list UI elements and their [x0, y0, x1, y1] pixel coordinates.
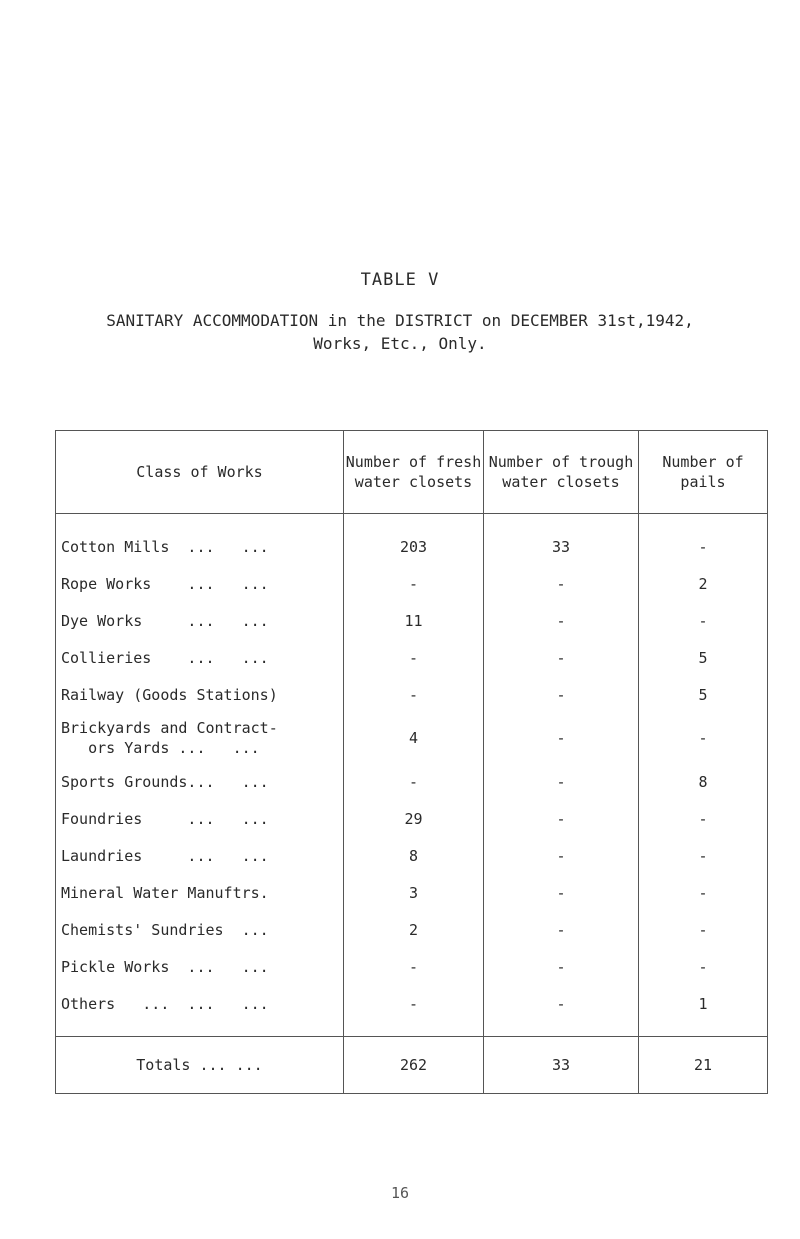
totals-fresh: 262 — [344, 1037, 484, 1094]
row-trough-water-closets: - — [484, 565, 639, 602]
table-row — [56, 713, 768, 763]
row-class-of-works: Sports Grounds... ... — [56, 763, 344, 800]
row-class-of-works: Mineral Water Manuftrs. — [56, 874, 344, 911]
row-pails: - — [639, 713, 768, 763]
totals-label: Totals ... ... — [56, 1037, 344, 1094]
row-trough-water-closets: - — [484, 763, 639, 800]
row-trough-water-closets: - — [484, 639, 639, 676]
row-fresh-water-closets: 11 — [344, 602, 484, 639]
row-fresh-water-closets: 4 — [344, 713, 484, 763]
row-pails: - — [639, 528, 768, 565]
table-subtitle — [0, 309, 800, 355]
row-class-of-works: Laundries ... ... — [56, 837, 344, 874]
table-row — [56, 985, 768, 1022]
row-pails: - — [639, 602, 768, 639]
subtitle-line-1: SANITARY ACCOMMODATION in the DISTRICT on DECEMBER 31st,1942, — [106, 311, 694, 330]
header-fresh-water-closets: Number of fresh water closets — [344, 431, 484, 514]
row-class-of-works: Dye Works ... ... — [56, 602, 344, 639]
row-class-of-works: Collieries ... ... — [56, 639, 344, 676]
table-row — [56, 837, 768, 874]
row-class-of-works: Others ... ... ... — [56, 985, 344, 1022]
table-row — [56, 676, 768, 713]
totals-pails: 21 — [639, 1037, 768, 1094]
table-row — [56, 874, 768, 911]
row-fresh-water-closets: - — [344, 639, 484, 676]
table-row — [56, 528, 768, 565]
row-trough-water-closets: - — [484, 874, 639, 911]
row-fresh-water-closets: - — [344, 763, 484, 800]
table-row — [56, 639, 768, 676]
table-title: TABLE V — [360, 270, 440, 290]
table-row — [56, 565, 768, 602]
row-pails: 5 — [639, 676, 768, 713]
works-table — [55, 430, 768, 1094]
row-pails: 8 — [639, 763, 768, 800]
row-pails: 1 — [639, 985, 768, 1022]
row-pails: - — [639, 874, 768, 911]
row-fresh-water-closets: 8 — [344, 837, 484, 874]
row-fresh-water-closets: 3 — [344, 874, 484, 911]
row-class-of-works: Cotton Mills ... ... — [56, 528, 344, 565]
row-trough-water-closets: - — [484, 985, 639, 1022]
row-trough-water-closets: - — [484, 948, 639, 985]
row-pails: - — [639, 911, 768, 948]
table-row — [56, 763, 768, 800]
row-class-of-works: Rope Works ... ... — [56, 565, 344, 602]
row-trough-water-closets: - — [484, 602, 639, 639]
header-row — [56, 431, 768, 514]
row-fresh-water-closets: 203 — [344, 528, 484, 565]
row-fresh-water-closets: - — [344, 676, 484, 713]
row-class-of-works: Chemists' Sundries ... — [56, 911, 344, 948]
row-pails: - — [639, 837, 768, 874]
row-fresh-water-closets: 29 — [344, 800, 484, 837]
header-pails: Number of pails — [639, 431, 768, 514]
spacer-row — [56, 1022, 768, 1037]
subtitle-line-2: Works, Etc., Only. — [313, 334, 487, 353]
row-fresh-water-closets: - — [344, 985, 484, 1022]
header-class-of-works: Class of Works — [56, 431, 344, 514]
row-fresh-water-closets: 2 — [344, 911, 484, 948]
row-class-of-works: Railway (Goods Stations) — [56, 676, 344, 713]
page-number: 16 — [390, 1184, 410, 1202]
row-pails: - — [639, 948, 768, 985]
row-class-of-works: Foundries ... ... — [56, 800, 344, 837]
totals-row — [56, 1037, 768, 1094]
row-trough-water-closets: 33 — [484, 528, 639, 565]
header-trough-water-closets: Number of trough water closets — [484, 431, 639, 514]
row-trough-water-closets: - — [484, 837, 639, 874]
row-trough-water-closets: - — [484, 911, 639, 948]
totals-trough: 33 — [484, 1037, 639, 1094]
row-fresh-water-closets: - — [344, 948, 484, 985]
row-pails: - — [639, 800, 768, 837]
row-trough-water-closets: - — [484, 676, 639, 713]
spacer-row — [56, 514, 768, 529]
row-fresh-water-closets: - — [344, 565, 484, 602]
table-row — [56, 602, 768, 639]
row-pails: 5 — [639, 639, 768, 676]
table-row — [56, 911, 768, 948]
row-pails: 2 — [639, 565, 768, 602]
row-trough-water-closets: - — [484, 713, 639, 763]
table-row — [56, 800, 768, 837]
row-trough-water-closets: - — [484, 800, 639, 837]
table-row — [56, 948, 768, 985]
row-class-of-works: Brickyards and Contract- ors Yards ... ... — [56, 713, 344, 763]
row-class-of-works: Pickle Works ... ... — [56, 948, 344, 985]
